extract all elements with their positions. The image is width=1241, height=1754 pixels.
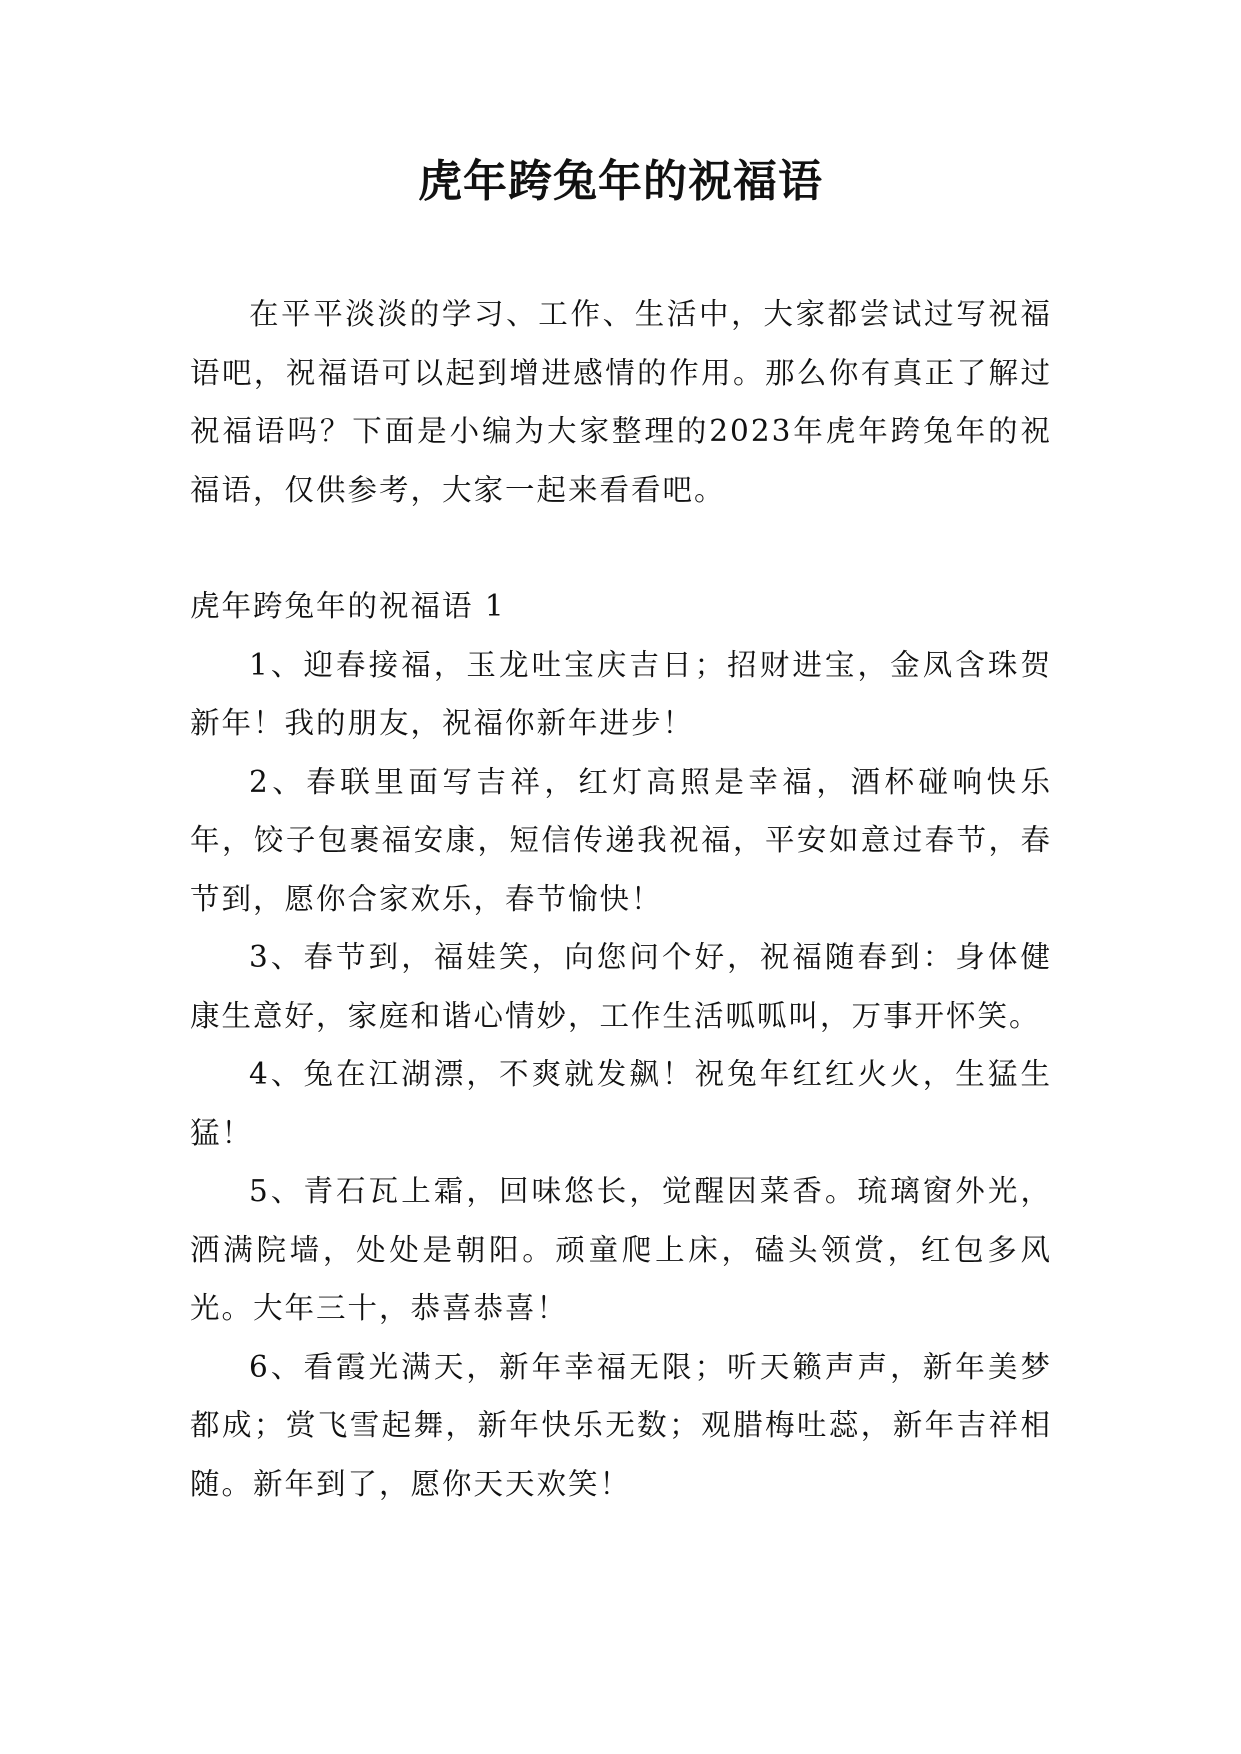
greeting-item-1: 1、迎春接福，玉龙吐宝庆吉日；招财进宝，金凤含珠贺新年！我的朋友，祝福你新年进步！ — [190, 647, 1052, 740]
section-heading: 虎年跨兔年的祝福语 1 — [190, 589, 506, 623]
greeting-item-2: 2、春联里面写吉祥，红灯高照是幸福，酒杯碰响快乐年，饺子包裹福安康，短信传递我祝福，平安如意过春节，春节到，愿你合家欢乐，春节愉快！ — [190, 764, 1052, 916]
greeting-item-5: 5、青石瓦上霜，回味悠长，觉醒因菜香。琉璃窗外光，洒满院墙，处处是朝阳。顽童爬上床，磕头领赏，红包多风光。大年三十，恭喜恭喜！ — [190, 1174, 1052, 1325]
document-body — [190, 285, 1052, 1513]
document-title: 虎年跨兔年的祝福语 — [418, 156, 823, 207]
greeting-item-3: 3、春节到，福娃笑，向您问个好，祝福随春到：身体健康生意好，家庭和谐心情妙，工作生活呱呱叫，万事开怀笑。 — [190, 940, 1052, 1033]
greeting-item-4: 4、兔在江湖漂，不爽就发飙！祝兔年红红火火，生猛生猛！ — [190, 1057, 1052, 1150]
greeting-item-6: 6、看霞光满天，新年幸福无限；听天籁声声，新年美梦都成；赏飞雪起舞，新年快乐无数；观腊梅吐蕊，新年吉祥相随。新年到了，愿你天天欢笑！ — [190, 1349, 1052, 1501]
intro-paragraph: 在平平淡淡的学习、工作、生活中，大家都尝试过写祝福语吧，祝福语可以起到增进感情的作用。那么你有真正了解过祝福语吗？下面是小编为大家整理的2023年虎年跨兔年的祝福语，仅供参考，大家一起来看看吧。 — [190, 297, 1052, 507]
